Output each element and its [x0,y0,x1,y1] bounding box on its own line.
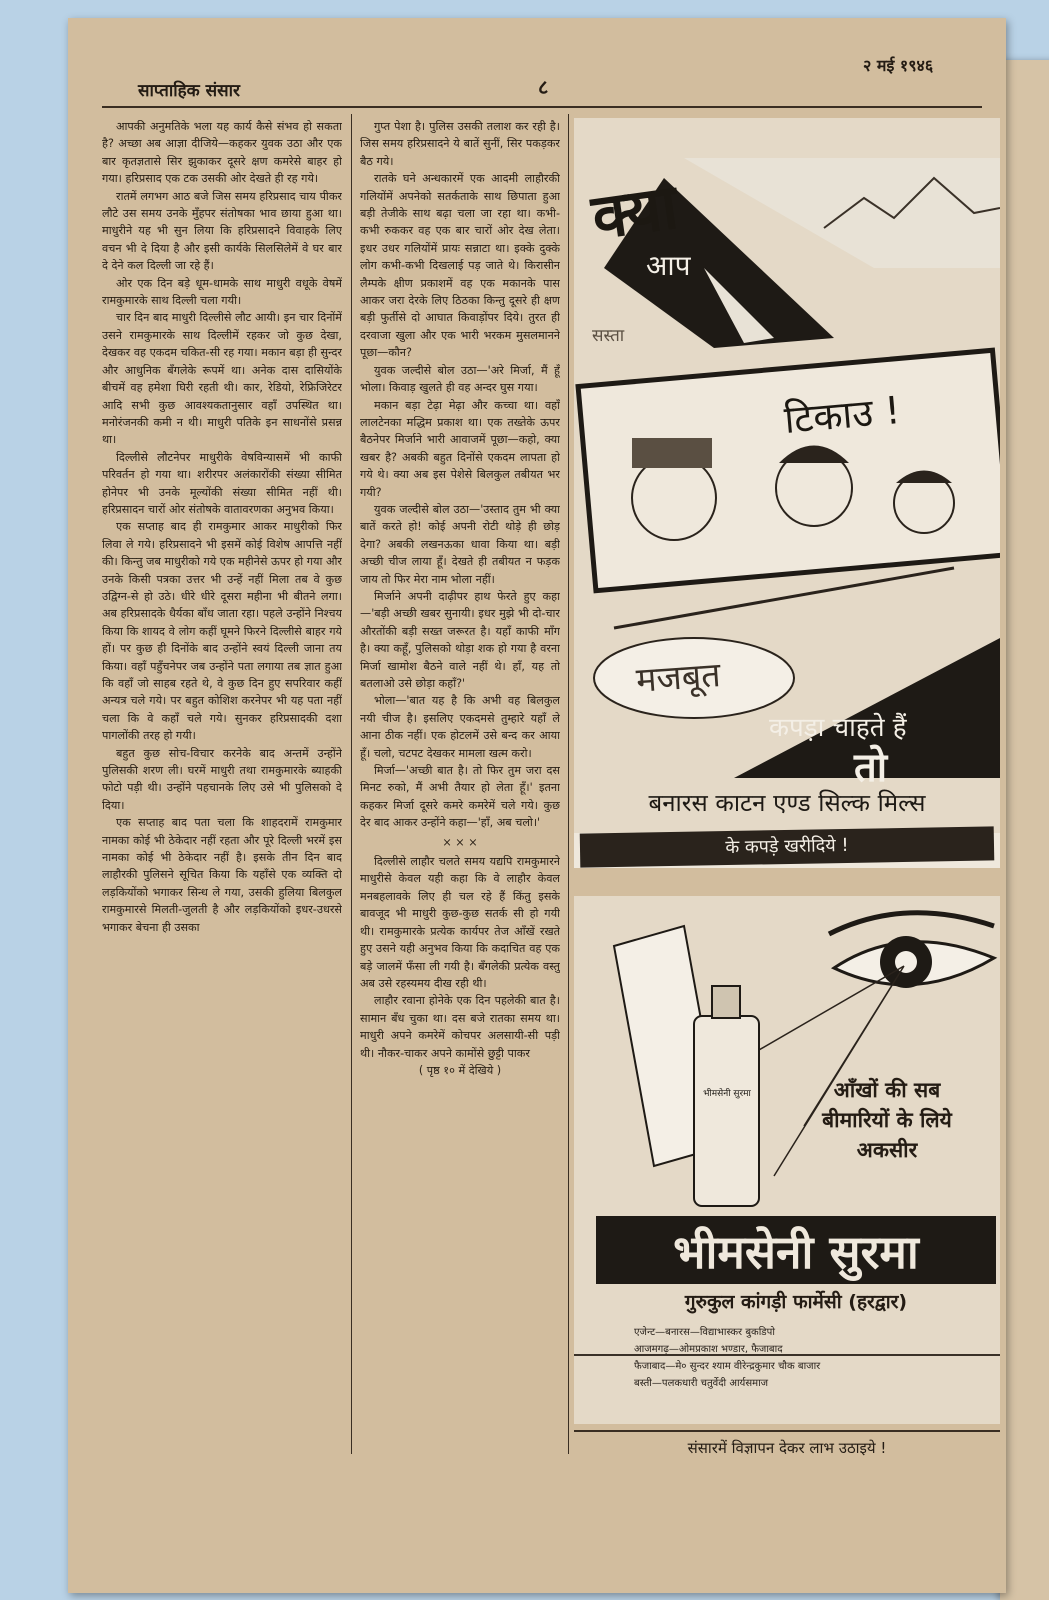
header-rule [102,106,982,108]
surma-slogan-line-3: अकसीर [856,1138,918,1162]
headline-sasta: सस्ता [592,326,625,346]
paragraph: मिर्जाने अपनी दाढ़ीपर हाथ फेरते हुए कहा—'बड़ी अच्छी खबर सुनायी। इधर मुझे भी दो-चार औरतोंकी बड़ी सख्त जरूरत है। यहाँ काफी माँग है। क्या कहूँ, पुलिसको थोड़ा शक हो गया है वरना मिर्जा खामोश बैठने वाले नहीं थे। हाँ, यह तो बतलाओ उसे छोड़ा कहाँ?' [360,589,560,690]
page-number: ८ [538,75,549,99]
paragraph: दिल्लीसे लौटनेपर माधुरीके वेषविन्यासमें भी काफी परिवर्तन हो गया था। शरीरपर अलंकारोंकी संख्या सीमित होनेपर भी उनके मूल्योंकी संख्या सीमित नहीं थी। हरिप्रसादन चारों ओर संतोषके वातावरणका अनुभव किया। [102,450,342,516]
pharmacy-name: गुरुकुल कांगड़ी फार्मेसी (हरद्वार) [684,1291,908,1313]
paragraph: आपकी अनुमतिके भला यह कार्य कैसे संभव हो सकता है? अच्छा अब आज्ञा दीजिये—कहकर युवक उठा और एक बार कृतज्ञतासे सिर झुकाकर दूसरे क्षण कमरेसे बाहर हो गया। हरिप्रसाद एक टक उसकी ओर देखते ही रह गये। [102,120,342,186]
headline-to: तो [854,745,888,791]
section-separator: × × × [442,835,478,849]
bottle-label: भीमसेनी सुरमा [703,1089,751,1099]
paragraph: रातके घने अन्धकारमें एक आदमी लाहौरकी गलियोंमें अपनेको सतर्कताके साथ छिपाता हुआ बड़ी तेजीके साथ बढ़ा चला जा रहा था। कभी-कभी रुककर वह एक बार चारों ओर देख लेता। इधर उधर गलियोंमें प्रायः सन्नाटा था। इक्के दुक्के लोग कभी-कभी दिखलाई पड़ जाते थे। किरासीन लैम्पके क्षीण प्रकाशमें वह एक मकानके पास आकर जरा देरके लिए ठिठका किन्तु दूसरे ही क्षण बड़ी फुर्तीसे दो आघात किवाड़ोंपर दिये। तुरत ही दरवाजा खुला और एक भारी भरकम मुसलमानने पूछा—कौन? [360,172,560,360]
agent-line: एजेन्ट—बनारस—विद्याभास्कर बुकडिपो [634,1327,775,1338]
paragraph: एक सप्ताह बाद ही रामकुमार आकर माधुरीको फिर लिवा ले गये। हरिप्रसादने भी इसमें कोई विशेष आपत्ति नहीं की। किन्तु जब माधुरीको गये एक महीनेसे ऊपर हो गया और उनके किसी पत्रका उत्तर भी उन्हें नहीं मिला तब वे कुछ उद्विग्न-से हो उठे। धीरे धीरे दूसरा महीना भी बीतने लगा। अब हरिप्रसादके धैर्यका बाँध जाता रहा। पहले उन्होंने निश्चय किया कि शायद वे लोग कहीं घूमने फिरने दिल्लीसे बाहर गये हों। पर कुछ ही दिनोंके बाद उन्होंने स्वयं दिल्ली जाना तय किया। वहाँ पहुँचनेपर जब उन्होंने पता लगाया तब ज्ञात हुआ कि वहाँ जो साहब रहते थे, वे कुछ दिन हुए सपरिवार कहीं अन्यत्र चले गये। पर बहुत कोशिश करनेपर भी यह पता नहीं चला कि वे कहाँ चले गये। सुनकर हरिप्रसादकी दशा पागलोंकी तरह हो गयी। [102,520,342,743]
article-column-1 [102,118,342,1458]
headline-majboot: मजबूत [634,655,722,701]
paragraph: ओर एक दिन बड़े धूम-धामके साथ माधुरी वधूके वेषमें रामकुमारके साथ दिल्ली चला गयी। [102,276,342,308]
paragraph: लाहौर रवाना होनेके एक दिन पहलेकी बात है। सामान बँध चुका था। दस बजे रातका समय था। माधुरी अपने कमरेमें कोचपर अलसायी-सी पड़ी थी। नौकर-चाकर अपने कामोंसे छुट्टी पाकर [360,994,560,1060]
paragraph: चार दिन बाद माधुरी दिल्लीसे लौट आयी। इन चार दिनोंमें उसने रामकुमारके साथ दिल्लीमें रहकर जो कुछ देखा, देखकर वह एकदम चकित-सी रह गया। मकान बड़ा ही सुन्दर और आधुनिक बँगलेके रूपमें था। अनेक दास दासियोंके बीचमें वह हमेशा घिरी रहती थी। कार, रेडियो, रेफ्रिजिरेटर आदि सभी कुछ आवश्यकतानुसार वहाँ उपस्थित था। मनोरंजनकी कमी न थी। माधुरी पतिके इन साधनोंसे प्रसन्न था। [102,311,342,447]
mill-brand-name: बनारस काटन एण्ड सिल्क मिल्स [648,789,926,817]
article-column-2 [360,118,560,1458]
adjacent-page-edge [1000,60,1049,1600]
advertise-tagline: संसारमें विज्ञापन देकर लाभ उठाइये ! [687,1439,887,1457]
paragraph: भोला—'बात यह है कि अभी वह बिलकुल नयी चीज है। इसलिए एकदमसे तुम्हारे यहाँ ले आना ठीक नहीं। एक होटलमें उसे बन्द कर आया हूँ। चलो, चटपट देखकर मामला खत्म करो। [360,694,560,760]
agent-line: बस्ती—पलकधारी चतुर्वेदी आर्यसमाज [634,1378,769,1389]
agent-line: फैजाबाद—मे० सुन्दर श्याम वीरेन्द्रकुमार चौक बाजार [634,1361,821,1372]
paragraph: बहुत कुछ सोच-विचार करनेके बाद अन्तमें उन्होंने पुलिसकी शरण ली। घरमें माधुरी तथा रामकुमारके ब्याहकी फोटो पड़ी थी। उन्होंने पहचानके लिए उसे भी पुलिसको दे दिया। [102,746,342,812]
paragraph: गुप्त पेशा है। पुलिस उसकी तलाश कर रही है। जिस समय हरिप्रसादने ये बातें सुनीं, सिर पकड़कर बैठ गये। [360,120,560,168]
cloth-mills-advert [574,118,1000,868]
newspaper-page [68,18,1006,1593]
paragraph: मकान बड़ा टेढ़ा मेढ़ा और कच्चा था। वहाँ लालटेनका मद्धिम प्रकाश था। एक तख्तेके ऊपर बैठनेपर मिर्जाने भारी आवाजमें पूछा—कहो, क्या खबर है? अबकी बहुत दिनोंसे एकदम लापता हो गये थे। क्या अब इस पेशेसे बिलकुल तबीयत भर गयी? [360,398,560,499]
agents-list [634,1324,994,1392]
headline-kapda: कपड़ा चाहते हैं [769,713,907,743]
headline-kya: क्या [587,169,683,254]
column-divider [351,114,352,1454]
buy-tagline: के कपड़े खरीदिये ! [580,826,995,867]
paragraph: मिर्जा—'अच्छी बात है। तो फिर तुम जरा दस मिनट रुको, मैं अभी तैयार हो लेता हूँ।' इतना कहकर मिर्जा दूसरे कमरे कमरेमें चले गये। कुछ देर बाद आकर उन्होंने कहा—'हाँ, अब चलो।' [360,764,560,830]
column-divider [568,114,569,1454]
surma-slogan-line-1: आँखों की सब [833,1078,941,1102]
issue-date: २ मई १९४६ [863,56,934,75]
paragraph: दिल्लीसे लाहौर चलते समय यद्यपि रामकुमारने माधुरीसे केवल यही कहा कि वे लाहौर केवल मनबहलावके लिए ही चल रहे हैं किंतु इसके बावजूद भी माधुरी कुछ-कुछ सतर्क सी हो गयी थी। रामकुमारके प्रत्येक कार्यपर तेज आँखें रखते हुए उसने यही अनुभव किया कि कदाचित वह एक बड़े जालमें फँसा ली गयी है। बँगलेकी प्रत्येक वस्तु अब उसे रहस्यमय दीख रही थी। [360,855,560,990]
headline-tikau: टिकाउ ! [782,388,902,442]
footer-rule [574,1430,1000,1432]
agent-line: आजमगढ़—ओमप्रकाश भण्डार, फैजाबाद [634,1344,783,1355]
paragraph: युवक जल्दीसे बोल उठा—'अरे मिर्जा, मैं हूँ भोला। किवाड़ खुलते ही वह अन्दर घुस गया। [360,363,560,395]
surma-brand-name: भीमसेनी सुरमा [673,1225,919,1279]
surma-slogan-line-2: बीमारियों के लिये [822,1108,952,1132]
masthead-title: साप्ताहिक संसार [138,81,240,101]
continued-note: ( पृष्ठ १० में देखिये ) [418,1063,502,1077]
paragraph: युवक जल्दीसे बोल उठा—'उस्ताद तुम भी क्या बातें करते हो! कोई अपनी रोटी थोड़े ही छोड़ देगा? अबकी लखनऊका धावा किया था। बड़ी अच्छी चीज लाया हूँ। देखते ही तबीयत न फड़क जाय तो फिर मेरा नाम भोला नहीं। [360,502,560,586]
headline-aap: आप [646,249,691,282]
paragraph: एक सप्ताह बाद पता चला कि शाहदरामें रामकुमार नामका कोई भी ठेकेदार नहीं रहता और पूरे दिल्ली भरमें इस नामका कोई भी ठेकेदार नहीं है। इसके तीन दिन बाद लाहौरकी पुलिसने सूचित किया कि यहाँसे एक व्यक्ति दो लड़कियोंको भगाकर सिन्ध ले गया, उसकी हुलिया बिलकुल रामकुमारसे मिलती-जुलती है और लड़कियोंको इधर-उधरसे भगाकर बेचना ही उसका [102,816,342,934]
surma-advert [574,896,1000,1424]
paragraph: रातमें लगभग आठ बजे जिस समय हरिप्रसाद चाय पीकर लौटे उस समय उनके मुँहपर संतोषका भाव छाया हुआ था। माधुरीने यह भी सुन लिया कि हरिप्रसादने विवाहके लिए वचन भी दे दिया है और इसी कार्यके सिलसिलेमें वे घर बार दे देने कल दिल्ली जा रहे हैं। [102,189,342,273]
